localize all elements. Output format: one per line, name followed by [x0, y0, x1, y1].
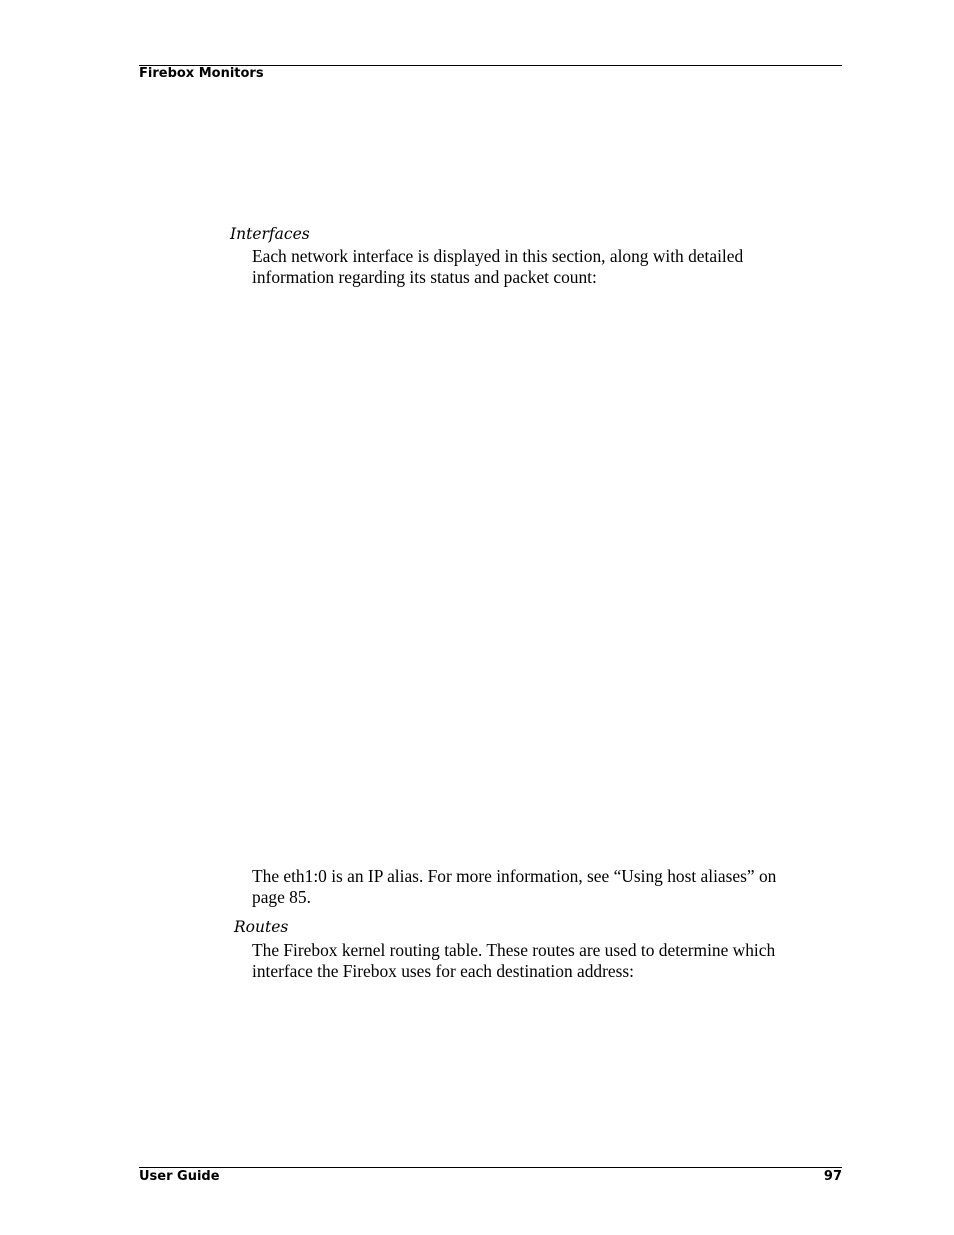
running-header-title: Firebox Monitors [139, 66, 264, 81]
routes-heading: Routes [234, 918, 289, 936]
footer-rule [139, 1167, 842, 1168]
interfaces-description-line-2: information regarding its status and packet count: [252, 266, 597, 287]
routes-description [252, 940, 842, 981]
interfaces-description-line-1: Each network interface is displayed in this section, along with detailed [252, 246, 744, 266]
page-number: 97 [823, 1169, 842, 1184]
interfaces-heading: Interfaces [230, 225, 310, 243]
routes-description-line-2: interface the Firebox uses for each destination address: [252, 960, 634, 981]
routes-description-line-1: The Firebox kernel routing table. These routes are used to determine which [252, 940, 776, 960]
ip-alias-note [252, 866, 842, 907]
ip-alias-note-line-2: page 85. [252, 886, 311, 907]
interfaces-description [252, 246, 842, 287]
ip-alias-note-line-1: The eth1:0 is an IP alias. For more information, see “Using host aliases” on [252, 866, 777, 886]
footer-guide-title: User Guide [139, 1169, 220, 1184]
